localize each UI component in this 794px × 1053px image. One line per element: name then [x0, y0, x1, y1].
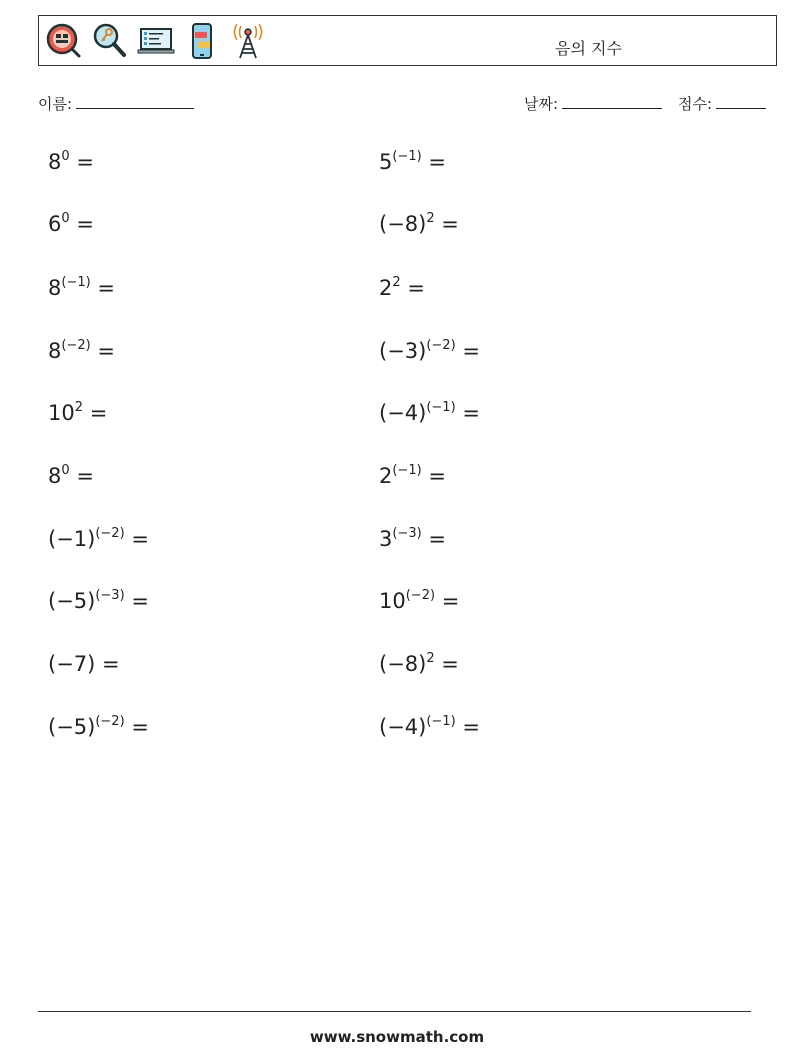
problem-base: 8 — [48, 150, 62, 174]
name-field — [38, 93, 194, 114]
problem-base: 6 — [48, 212, 62, 236]
problem-exponent: 2 — [392, 275, 401, 290]
footer-divider — [38, 1011, 751, 1012]
problem-item — [48, 212, 94, 236]
problem-item — [48, 527, 149, 551]
problem-equals: = — [69, 212, 94, 236]
problem-base: (−1) — [48, 527, 96, 551]
problem-exponent: 2 — [74, 400, 84, 415]
problem-equals: = — [83, 401, 108, 425]
problem-item — [48, 339, 115, 363]
problem-exponent: (−1) — [426, 400, 456, 415]
problem-item — [379, 401, 480, 425]
problem-equals: = — [455, 401, 480, 425]
problem-equals: = — [400, 276, 425, 300]
search-badge-icon — [45, 22, 83, 60]
problem-item — [48, 464, 94, 488]
problem-exponent: 0 — [61, 211, 70, 226]
problem-exponent: (−2) — [426, 338, 456, 353]
problem-equals: = — [95, 652, 120, 676]
problem-item — [48, 276, 115, 300]
date-label: 날짜: — [524, 95, 559, 113]
problem-exponent: (−2) — [405, 588, 436, 603]
problem-exponent: 0 — [61, 149, 70, 164]
magnifier-key-icon — [91, 22, 129, 60]
problem-exponent: (−3) — [392, 526, 422, 541]
page-title: 음의 지수 — [555, 39, 622, 58]
problem-exponent: (−2) — [61, 338, 91, 353]
problem-base: 2 — [379, 464, 393, 488]
radio-tower-icon — [229, 22, 267, 60]
problem-equals: = — [69, 464, 94, 488]
problem-item — [48, 150, 94, 174]
problem-item — [48, 715, 149, 739]
problem-equals: = — [434, 212, 459, 236]
problem-equals: = — [435, 589, 460, 613]
problem-base: 8 — [48, 464, 62, 488]
problem-base: 2 — [379, 276, 393, 300]
problem-exponent: (−2) — [95, 714, 125, 729]
problem-base: 3 — [379, 527, 393, 551]
problem-base: 10 — [48, 401, 75, 425]
problem-equals: = — [90, 276, 115, 300]
problem-item — [379, 715, 480, 739]
problem-item — [379, 339, 480, 363]
problem-base: (−5) — [48, 589, 96, 613]
problem-equals: = — [124, 715, 149, 739]
problem-item — [379, 589, 459, 613]
problem-item — [48, 401, 107, 425]
problem-base: (−8) — [379, 652, 427, 676]
problem-exponent: (−3) — [95, 588, 125, 603]
header-box — [38, 15, 777, 66]
phone-notes-icon — [183, 22, 221, 60]
problem-exponent: (−1) — [61, 275, 91, 290]
name-blank[interactable] — [76, 94, 194, 109]
problem-base: (−8) — [379, 212, 427, 236]
name-label: 이름: — [38, 95, 73, 113]
problem-item — [379, 212, 459, 236]
problem-base: (−4) — [379, 401, 427, 425]
problem-item — [379, 150, 446, 174]
problem-base: (−4) — [379, 715, 427, 739]
problem-base: (−3) — [379, 339, 427, 363]
problem-equals: = — [90, 339, 115, 363]
problem-exponent: 0 — [61, 463, 70, 478]
problem-item — [379, 464, 446, 488]
problem-equals: = — [69, 150, 94, 174]
footer-url: www.snowmath.com — [309, 1028, 485, 1046]
problem-exponent: (−1) — [392, 149, 422, 164]
problem-equals: = — [124, 527, 149, 551]
problem-equals: = — [455, 339, 480, 363]
problem-equals: = — [455, 715, 480, 739]
date-field — [524, 93, 662, 114]
problem-exponent: (−2) — [95, 526, 125, 541]
problem-item — [48, 589, 149, 613]
problem-item — [48, 652, 120, 676]
problem-item — [379, 652, 459, 676]
laptop-checklist-icon — [137, 22, 175, 60]
problem-equals: = — [124, 589, 149, 613]
problem-equals: = — [421, 464, 446, 488]
problem-exponent: 2 — [426, 651, 435, 666]
problem-base: (−5) — [48, 715, 96, 739]
problem-base: 10 — [379, 589, 406, 613]
problem-equals: = — [421, 527, 446, 551]
problem-base: (−7) — [48, 652, 96, 676]
problem-item — [379, 527, 446, 551]
problem-base: 8 — [48, 276, 62, 300]
problem-exponent: (−1) — [392, 463, 422, 478]
problem-exponent: (−1) — [426, 714, 456, 729]
score-label: 점수: — [678, 95, 713, 113]
score-blank[interactable] — [716, 94, 766, 109]
problem-base: 5 — [379, 150, 393, 174]
problem-item — [379, 276, 425, 300]
problem-base: 8 — [48, 339, 62, 363]
problem-exponent: 2 — [426, 211, 435, 226]
score-field — [678, 93, 766, 114]
problem-equals: = — [421, 150, 446, 174]
date-blank[interactable] — [562, 94, 662, 109]
problem-equals: = — [434, 652, 459, 676]
header-icons — [45, 22, 267, 60]
